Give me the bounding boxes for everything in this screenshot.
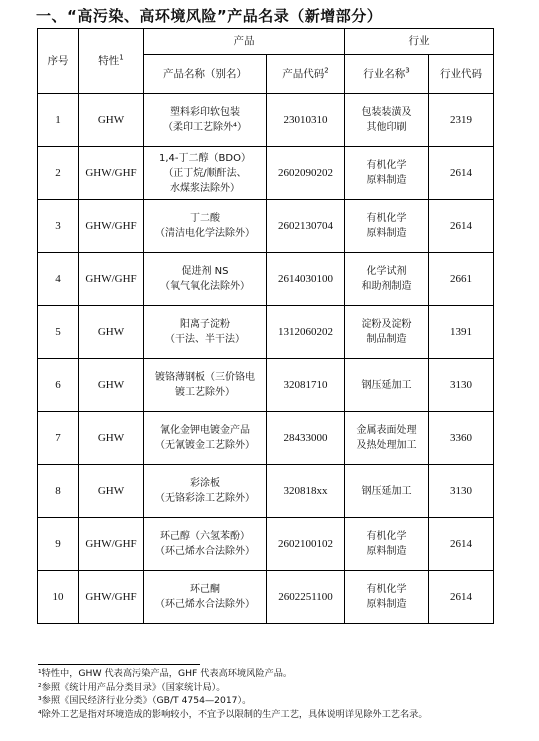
product-name-line: （清洁电化学法除外）	[155, 228, 255, 239]
cell-product-code: 2602251100	[267, 571, 345, 624]
header-product-code	[267, 55, 345, 94]
footnote-ref-1: 1	[119, 53, 124, 61]
product-name-line: 1,4-丁二醇（BDO）	[159, 152, 251, 164]
header-industry-group: 行业	[345, 29, 494, 55]
cell-industry-code: 2661	[429, 253, 494, 306]
cell-seq: 4	[38, 253, 79, 306]
footnote: ³参照《国民经济行业分类》（GB/T 4754—2017）。	[38, 695, 252, 706]
industry-name-line: 有机化学	[366, 531, 407, 542]
cell-product-code: 23010310	[267, 94, 345, 147]
cell-seq: 6	[38, 359, 79, 412]
header-product-group: 产品	[144, 29, 345, 55]
cell-industry-name	[345, 306, 429, 359]
table-row	[38, 518, 494, 571]
cell-industry-code: 1391	[429, 306, 494, 359]
cell-industry-name	[345, 147, 429, 200]
cell-feature: GHW/GHF	[79, 253, 144, 306]
footnote-divider	[38, 664, 200, 665]
cell-industry-code: 2614	[429, 200, 494, 253]
product-name-line: （无铬彩涂工艺除外）	[155, 493, 255, 504]
footnote: ⁴除外工艺是指对环境造成的影响较小，不宜予以限制的生产工艺，具体说明详见除外工艺名录。	[38, 708, 428, 720]
product-name-line: 镀铬薄钢板（三价铬电	[155, 372, 255, 383]
table-row	[38, 571, 494, 624]
cell-product-code: 1312060202	[267, 306, 345, 359]
cell-product-code: 320818xx	[267, 465, 345, 518]
industry-name-line: 原料制造	[366, 599, 407, 610]
cell-product-name	[144, 571, 267, 624]
cell-industry-name	[345, 359, 429, 412]
industry-name-line: 其他印刷	[366, 122, 407, 133]
cell-product-name	[144, 94, 267, 147]
product-name-line: 氰化金钾电镀金产品	[160, 425, 250, 436]
cell-product-name	[144, 518, 267, 571]
cell-product-code: 2602130704	[267, 200, 345, 253]
cell-product-name	[144, 412, 267, 465]
header-product-code-label: 产品代码	[282, 67, 325, 80]
industry-name-line: 原料制造	[366, 228, 407, 239]
product-name-line: 丁二酸	[190, 213, 220, 224]
cell-product-code: 2614030100	[267, 253, 345, 306]
cell-industry-name	[345, 518, 429, 571]
header-product-name: 产品名称（别名）	[144, 55, 267, 94]
table-row	[38, 147, 494, 200]
table-row	[38, 412, 494, 465]
footnote: ¹特性中，GHW 代表高污染产品，GHF 代表高环境风险产品。	[38, 668, 293, 679]
product-name-line: 彩涂板	[190, 478, 220, 489]
industry-name-line: 原料制造	[366, 175, 407, 186]
cell-feature: GHW	[79, 94, 144, 147]
cell-industry-name	[345, 412, 429, 465]
cell-seq: 10	[38, 571, 79, 624]
cell-industry-code: 2614	[429, 518, 494, 571]
industry-name-line: 包装装潢及	[361, 107, 412, 118]
cell-seq: 2	[38, 147, 79, 200]
cell-industry-code: 2614	[429, 571, 494, 624]
cell-industry-code: 3130	[429, 465, 494, 518]
product-catalog-table	[37, 28, 494, 624]
cell-feature: GHW	[79, 359, 144, 412]
table-row	[38, 359, 494, 412]
table-row	[38, 200, 494, 253]
industry-name-line: 钢压延加工	[361, 485, 412, 497]
cell-feature: GHW	[79, 306, 144, 359]
industry-name-line: 淀粉及淀粉	[361, 319, 412, 330]
product-name-line: （环己烯水合法除外）	[155, 546, 255, 557]
header-feature-label: 特性	[98, 54, 120, 67]
cell-product-name	[144, 359, 267, 412]
industry-name-line: 有机化学	[366, 213, 407, 224]
product-name-line: （正丁烷/顺酐法、	[163, 167, 247, 179]
cell-industry-name	[345, 465, 429, 518]
industry-name-line: 制品制造	[366, 334, 407, 345]
footnotes	[38, 667, 498, 721]
cell-product-name	[144, 253, 267, 306]
cell-product-name	[144, 200, 267, 253]
cell-product-code: 28433000	[267, 412, 345, 465]
header-industry-code: 行业代码	[429, 55, 494, 94]
footnote-ref-2: 2	[324, 66, 329, 74]
footnote: ²参照《统计用产品分类目录》（国家统计局）。	[38, 681, 226, 693]
product-name-line: （柔印工艺除外⁴）	[162, 122, 247, 133]
header-feature	[79, 29, 144, 94]
cell-feature: GHW/GHF	[79, 571, 144, 624]
industry-name-line: 钢压延加工	[361, 379, 412, 391]
header-industry-name	[345, 55, 429, 94]
industry-name-line: 化学试剂	[366, 266, 407, 277]
cell-seq: 5	[38, 306, 79, 359]
footnote-ref-3: 3	[405, 66, 410, 74]
product-name-line: （环己烯水合法除外）	[155, 599, 255, 610]
product-name-line: （氧气氧化法除外）	[160, 281, 250, 292]
cell-product-code: 2602100102	[267, 518, 345, 571]
cell-industry-name	[345, 94, 429, 147]
cell-seq: 3	[38, 200, 79, 253]
cell-product-name	[144, 147, 267, 200]
cell-product-code: 2602090202	[267, 147, 345, 200]
table-row	[38, 94, 494, 147]
industry-name-line: 有机化学	[366, 584, 407, 595]
product-name-line: 塑料彩印软包装	[170, 107, 240, 118]
cell-feature: GHW/GHF	[79, 518, 144, 571]
cell-feature: GHW/GHF	[79, 147, 144, 200]
product-name-line: （干法、半干法）	[165, 334, 245, 345]
cell-seq: 1	[38, 94, 79, 147]
header-row-1	[38, 29, 494, 55]
cell-seq: 7	[38, 412, 79, 465]
cell-industry-code: 3360	[429, 412, 494, 465]
product-name-line: 阳离子淀粉	[180, 319, 230, 330]
cell-industry-name	[345, 571, 429, 624]
product-name-line: 水煤浆法除外）	[170, 182, 240, 194]
page-title: 一、“高污染、高环境风险”产品名录（新增部分）	[36, 7, 383, 25]
cell-product-name	[144, 306, 267, 359]
table-row	[38, 465, 494, 518]
header-industry-name-label: 行业名称	[363, 67, 406, 80]
cell-feature: GHW/GHF	[79, 200, 144, 253]
cell-industry-name	[345, 200, 429, 253]
industry-name-line: 原料制造	[366, 546, 407, 557]
product-name-line: 促进剂 NS	[181, 266, 229, 277]
cell-product-name	[144, 465, 267, 518]
product-name-line: 环己酮	[190, 584, 220, 595]
industry-name-line: 金属表面处理	[356, 425, 417, 436]
product-name-line: 镀工艺除外）	[175, 387, 235, 398]
industry-name-line: 及热处理加工	[356, 440, 417, 451]
cell-industry-name	[345, 253, 429, 306]
cell-industry-code: 2614	[429, 147, 494, 200]
product-name-line: 环己醇（六氢苯酚）	[160, 531, 250, 542]
cell-product-code: 32081710	[267, 359, 345, 412]
industry-name-line: 和助剂制造	[361, 281, 412, 292]
cell-industry-code: 2319	[429, 94, 494, 147]
cell-feature: GHW	[79, 465, 144, 518]
cell-seq: 8	[38, 465, 79, 518]
product-name-line: （无氰镀金工艺除外）	[155, 440, 255, 451]
table-row	[38, 253, 494, 306]
header-seq: 序号	[38, 29, 79, 94]
cell-seq: 9	[38, 518, 79, 571]
table-row	[38, 306, 494, 359]
cell-feature: GHW	[79, 412, 144, 465]
industry-name-line: 有机化学	[366, 160, 407, 171]
cell-industry-code: 3130	[429, 359, 494, 412]
table-body	[38, 94, 494, 624]
